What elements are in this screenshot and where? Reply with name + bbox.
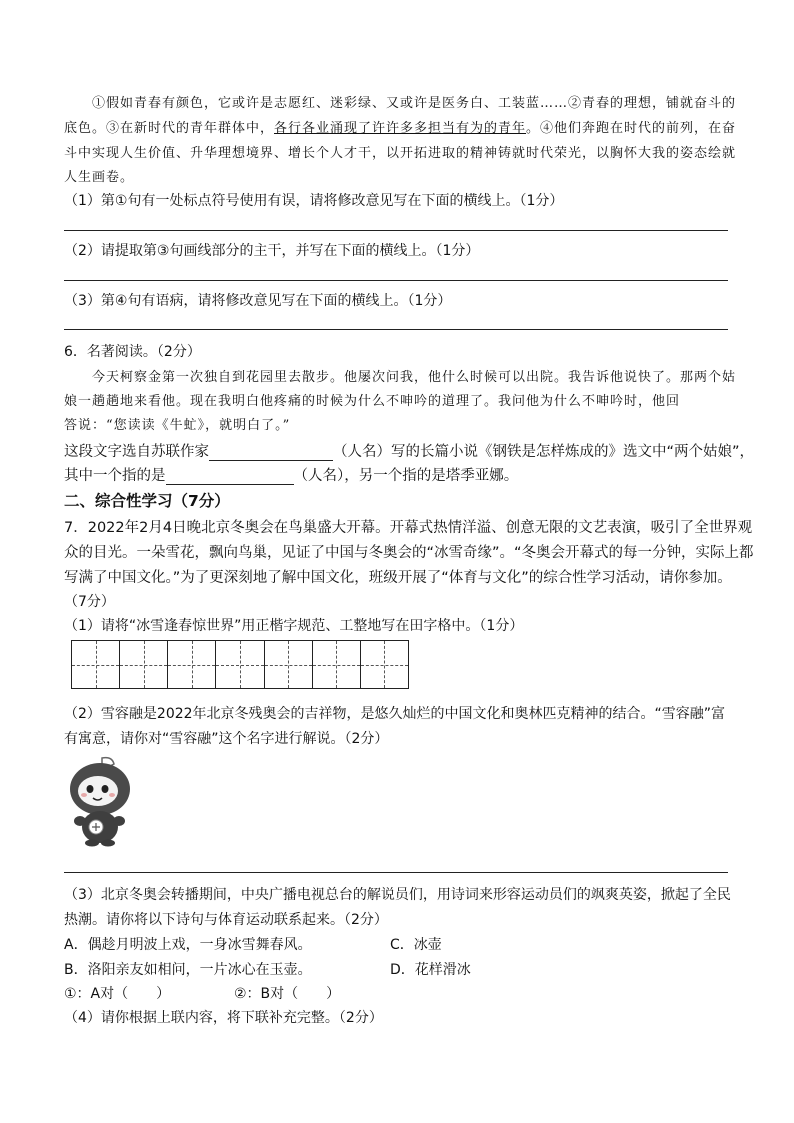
q7-sub2-line-1: （2）雪容融是2022年北京冬残奥会的吉祥物，是悠久灿烂的中国文化和奥林匹克精神的结合。“雪容融”富 xyxy=(64,706,726,722)
q7-sub3-line-2: 热潮。请你将以下诗句与体育运动联系起来。（2分） xyxy=(64,912,388,928)
q6-fill-line-2 xyxy=(64,464,518,485)
answer-line[interactable] xyxy=(64,280,728,281)
character-blank[interactable] xyxy=(166,468,294,485)
q7-sub4: （4）请你根据上联内容，将下联补充完整。（2分） xyxy=(64,1010,383,1026)
mascot-shuey-rhon-rhon-image xyxy=(62,755,142,847)
fill-text: （人名）写的长篇小说《钢铁是怎样炼成的》选文中“两个姑娘”， xyxy=(333,444,755,460)
grid-cell[interactable] xyxy=(361,641,408,688)
option-c: C．冰壶 xyxy=(390,937,442,953)
q6-title: 6．名著阅读。（2分） xyxy=(64,344,201,360)
fill-text: 其中一个指的是 xyxy=(64,468,166,484)
grid-cell[interactable] xyxy=(313,641,361,688)
option-d: D．花样滑冰 xyxy=(390,962,471,978)
q5-sub3: （3）第④句有语病，请将修改意见写在下面的横线上。（1分） xyxy=(64,293,452,309)
passage-text: 。④他们奔跑在时代的前列，在奋 xyxy=(526,121,737,136)
passage-line-4: 人生画卷。 xyxy=(64,170,135,185)
q7-sub1: （1）请将“冰雪逢春惊世界”用正楷字规范、工整地写在田字格中。（1分） xyxy=(64,618,524,634)
answer-line[interactable] xyxy=(64,872,728,873)
passage-line-2 xyxy=(64,117,736,136)
option-b: B．洛阳亲友如相问，一片冰心在玉壶。 xyxy=(64,962,312,978)
passage-text: 底色。③在新时代的青年群体中， xyxy=(64,121,275,136)
q6-fill-line-1 xyxy=(64,440,754,461)
excerpt-line-1: 今天柯察金第一次独自到花园里去散步。他屡次问我，他什么时候可以出院。我告诉他说快了。那两个姑 xyxy=(92,370,737,385)
grid-cell[interactable] xyxy=(265,641,313,688)
q5-sub1: （1）第①句有一处标点符号使用有误，请将修改意见写在下面的横线上。（1分） xyxy=(64,193,564,209)
match-1[interactable]: ①：A对（ ） xyxy=(64,986,171,1002)
passage-line-3: 斗中实现人生价值、升华理想境界、增长个人才干，以开拓进取的精神铸就时代荣光，以胸怀大我的姿态绘就 xyxy=(64,146,737,161)
grid-cell[interactable] xyxy=(168,641,216,688)
answer-line[interactable] xyxy=(64,329,728,330)
q7-line-4: （7分） xyxy=(64,594,115,610)
q7-line-3: 写满了中国文化。”为了更深刻地了解中国文化，班级开展了“体育与文化”的综合性学习活动，请你参加。 xyxy=(64,570,732,586)
excerpt-line-2: 娘一趟趟地来看他。现在我明白他疼痛的时候为什么不呻吟的道理了。我问他为什么不呻吟时，他回 xyxy=(64,394,681,409)
grid-cell[interactable] xyxy=(72,641,120,688)
grid-cell[interactable] xyxy=(120,641,168,688)
excerpt-line-3: 答说：“您读读《牛虻》，就明白了。” xyxy=(64,418,291,433)
match-2[interactable]: ②：B对（ ） xyxy=(234,986,341,1002)
underlined-sentence: 各行各业涌现了许许多多担当有为的青年 xyxy=(274,121,527,136)
q7-sub2-line-2: 有寓意，请你对“雪容融”这个名字进行解说。（2分） xyxy=(64,731,389,747)
fill-text: （人名），另一个指的是塔季亚娜。 xyxy=(293,468,519,484)
grid-cell[interactable] xyxy=(216,641,264,688)
passage-line-1: ①假如青春有颜色，它或许是志愿红、迷彩绿、又或许是医务白、工装蓝……②青春的理想，铺就奋斗的 xyxy=(92,96,737,111)
q7-line-1: 7．2022年2月4日晚北京冬奥会在鸟巢盛大开幕。开幕式热情洋溢、创意无限的文艺表演，吸引了全世界观 xyxy=(64,520,753,536)
tianzige-grid[interactable] xyxy=(71,640,409,689)
author-blank[interactable] xyxy=(209,444,333,461)
fill-text: 这段文字选自苏联作家 xyxy=(64,444,209,460)
option-a: A．偶趁月明波上戏，一身冰雪舞春风。 xyxy=(64,937,312,953)
q7-sub3-line-1: （3）北京冬奥会转播期间，中央广播电视总台的解说员们，用诗词来形容运动员们的飒爽英姿，掀起了全民 xyxy=(64,887,731,903)
answer-line[interactable] xyxy=(64,230,728,231)
section-2-title: 二、综合性学习（7分） xyxy=(64,492,230,510)
q5-sub2: （2）请提取第③句画线部分的主干，并写在下面的横线上。（1分） xyxy=(64,243,480,259)
q7-line-2: 众的目光。一朵雪花，飘向鸟巢，见证了中国与冬奥会的“冰雪奇缘”。“冬奥会开幕式的每一分钟，实际上都 xyxy=(64,545,754,561)
